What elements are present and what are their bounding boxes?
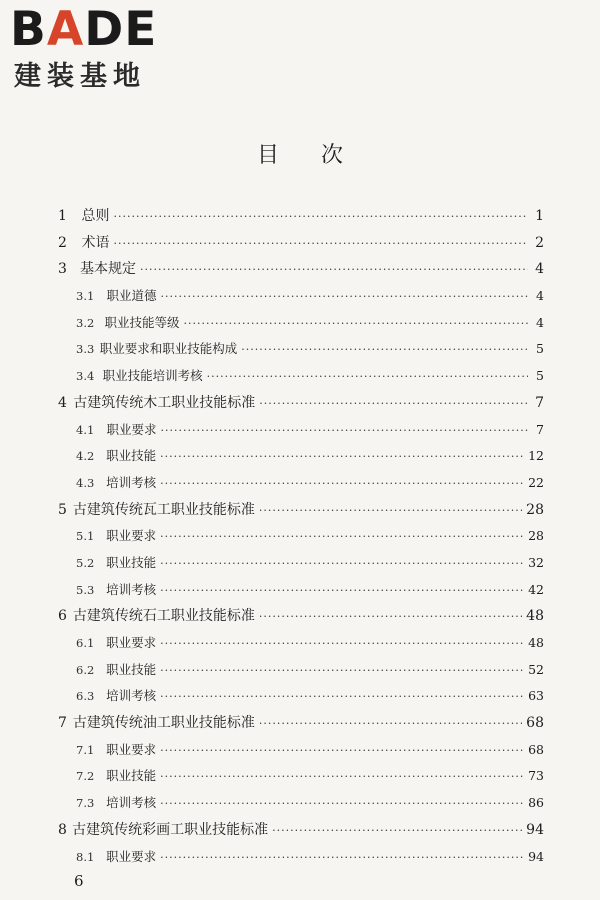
toc-entry-number: 5.2 (76, 555, 95, 570)
toc-entry-label: 培训考核 (106, 688, 157, 704)
toc-dot-leader (160, 631, 524, 658)
toc-entry[interactable] (58, 523, 544, 550)
toc-entry-label: 职业要求 (106, 528, 157, 544)
toc-entry[interactable] (58, 790, 544, 817)
toc-dot-leader (259, 498, 522, 525)
toc-entry-page: 63 (528, 688, 544, 704)
toc-entry[interactable] (58, 630, 544, 657)
toc-entry[interactable] (58, 470, 544, 497)
toc-entry-number: 5.1 (76, 529, 95, 544)
page-title: 目次 (256, 143, 385, 168)
toc-entry-page: 52 (528, 661, 544, 677)
toc-entry-number: 7 (58, 715, 67, 732)
toc-dot-leader (160, 578, 524, 605)
toc-entry-page: 68 (526, 715, 544, 732)
toc-entry[interactable] (58, 390, 544, 417)
toc-dot-leader (160, 444, 524, 471)
toc-entry-label: 职业技能培训考核 (102, 368, 203, 384)
toc-entry-page: 68 (528, 741, 544, 757)
toc-entry-number: 8.1 (76, 849, 95, 864)
toc-entry-page: 7 (536, 421, 544, 437)
toc-entry-number: 2 (58, 234, 67, 251)
toc-entry-page: 2 (535, 234, 544, 251)
toc-entry-page: 4 (535, 261, 544, 278)
toc-dot-leader (272, 818, 522, 845)
table-of-contents (58, 203, 544, 870)
toc-entry-number: 7.3 (76, 796, 95, 811)
toc-entry-number: 3.1 (76, 289, 95, 304)
toc-dot-leader (184, 311, 528, 338)
toc-dot-leader (160, 764, 524, 791)
toc-entry-number: 8 (58, 821, 67, 838)
toc-entry[interactable] (58, 603, 544, 630)
toc-entry-label: 职业技能 (106, 448, 157, 464)
toc-dot-leader (160, 684, 524, 711)
toc-entry-label: 职业要求 (106, 635, 157, 650)
toc-entry[interactable] (58, 336, 544, 363)
toc-dot-leader (160, 551, 524, 578)
toc-entry-label: 职业要求 (106, 421, 157, 437)
toc-entry-label: 基本规定 (80, 261, 136, 278)
toc-entry[interactable] (58, 550, 544, 577)
toc-entry-number: 4 (58, 394, 67, 411)
toc-entry-number: 3 (58, 261, 67, 278)
toc-entry-number: 4.2 (76, 449, 95, 464)
toc-entry-page: 28 (526, 501, 544, 518)
toc-entry[interactable] (58, 443, 544, 470)
toc-entry-label: 职业技能 (106, 768, 157, 784)
toc-dot-leader (259, 711, 522, 738)
toc-entry-page: 42 (528, 581, 544, 597)
toc-dot-leader (241, 337, 528, 364)
toc-entry-page: 5 (536, 341, 544, 357)
toc-dot-leader (259, 604, 522, 631)
toc-entry-page: 94 (528, 848, 544, 864)
toc-entry-page: 48 (526, 608, 544, 625)
toc-entry[interactable] (58, 763, 544, 790)
toc-entry[interactable] (58, 310, 544, 337)
toc-entry-page: 86 (528, 795, 544, 811)
toc-entry[interactable] (58, 817, 544, 844)
toc-entry[interactable] (58, 657, 544, 684)
toc-entry[interactable] (58, 577, 544, 604)
toc-dot-leader (160, 418, 528, 445)
page-number: 6 (74, 872, 84, 890)
toc-entry-label: 职业技能 (106, 661, 157, 677)
toc-entry-label: 术语 (81, 234, 110, 251)
toc-entry-number: 6 (58, 608, 67, 625)
toc-entry[interactable] (58, 283, 544, 310)
toc-dot-leader (160, 845, 524, 872)
toc-entry-label: 培训考核 (106, 795, 157, 811)
toc-entry-page: 32 (528, 554, 544, 570)
toc-entry[interactable] (58, 363, 544, 390)
toc-entry-number: 3.4 (76, 369, 95, 384)
toc-entry-number: 1 (58, 208, 67, 224)
toc-entry-number: 4.1 (76, 422, 95, 437)
toc-entry-label: 古建筑传统木工职业技能标准 (73, 394, 256, 411)
toc-dot-leader (160, 284, 528, 311)
toc-entry[interactable] (58, 844, 544, 871)
toc-entry-number: 6.1 (76, 636, 95, 650)
toc-entry-label: 培训考核 (106, 581, 157, 597)
toc-entry-page: 7 (535, 394, 544, 411)
toc-entry-number: 5 (58, 501, 67, 518)
toc-entry-number: 6.3 (76, 689, 95, 704)
toc-dot-leader (207, 364, 528, 391)
toc-entry-number: 3.2 (76, 315, 95, 330)
toc-entry-label: 职业道德 (106, 288, 157, 304)
toc-dot-leader (160, 738, 524, 765)
toc-entry-label: 职业要求 (106, 741, 157, 757)
toc-entry-page: 5 (536, 368, 544, 384)
toc-dot-leader (160, 524, 524, 551)
logo-subtitle: 建装基地 (14, 61, 146, 92)
toc-entry-page: 1 (535, 208, 544, 224)
toc-entry-label: 古建筑传统彩画工职业技能标准 (72, 821, 269, 838)
toc-entry-page: 48 (528, 635, 544, 650)
toc-entry[interactable] (58, 203, 544, 230)
toc-entry-label: 总则 (81, 208, 110, 224)
toc-dot-leader (160, 658, 524, 685)
toc-entry-label: 古建筑传统油工职业技能标准 (72, 715, 255, 732)
toc-entry-number: 4.3 (76, 475, 95, 490)
toc-entry-label: 职业要求和职业技能构成 (99, 341, 238, 357)
toc-entry-page: 28 (528, 528, 544, 544)
toc-entry-label: 古建筑传统瓦工职业技能标准 (72, 501, 255, 518)
toc-dot-leader (114, 204, 529, 231)
toc-entry-label: 培训考核 (106, 474, 157, 490)
toc-entry-label: 职业要求 (106, 848, 157, 864)
toc-entry-number: 7.2 (76, 769, 95, 784)
toc-entry-page: 12 (528, 448, 544, 464)
toc-entry-number: 7.1 (76, 742, 95, 757)
toc-entry-number: 6.2 (76, 662, 95, 677)
toc-entry-page: 4 (536, 314, 544, 330)
toc-entry-label: 古建筑传统石工职业技能标准 (72, 608, 255, 625)
toc-entry[interactable] (58, 737, 544, 764)
bade-logo (8, 2, 178, 94)
toc-entry-page: 22 (528, 474, 544, 490)
toc-entry[interactable] (58, 683, 544, 710)
toc-dot-leader (160, 471, 524, 498)
toc-entry[interactable] (58, 417, 544, 444)
toc-entry-page: 94 (526, 821, 544, 838)
toc-entry-number: 3.3 (76, 342, 95, 357)
toc-dot-leader (259, 391, 528, 418)
toc-entry-label: 职业技能 (106, 554, 157, 570)
toc-entry[interactable] (58, 497, 544, 524)
logo-wordmark: BADE (10, 2, 158, 57)
toc-dot-leader (140, 257, 528, 284)
toc-entry-label: 职业技能等级 (104, 314, 180, 330)
toc-entry-number: 5.3 (76, 582, 95, 597)
toc-entry[interactable] (58, 256, 544, 283)
toc-entry[interactable] (58, 230, 544, 257)
toc-entry[interactable] (58, 710, 544, 737)
toc-entry-page: 73 (528, 768, 544, 784)
toc-entry-page: 4 (536, 288, 544, 304)
toc-dot-leader (114, 231, 529, 258)
toc-dot-leader (160, 791, 524, 818)
